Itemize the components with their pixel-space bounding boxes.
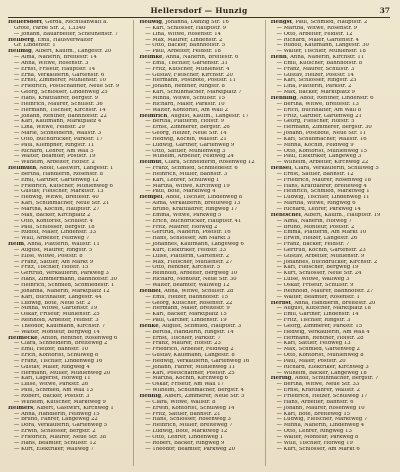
entry-details: — Paul, Schmied, Am Wall 13 (14, 388, 94, 394)
entry-details: — Lina, Plätterin, Parkstr. 2 (276, 84, 352, 90)
entry-surname: Hellwig (139, 20, 163, 25)
directory-entry: Henning, Adolf, Rentner, Lindenstr. 6 (270, 95, 374, 101)
entry-details: — Oskar, Friseur, Schulstr. 9 (276, 282, 354, 288)
entry-details: — Emma, Witwe, Parkweg 5 (145, 212, 222, 218)
directory-entry: Hellersdorf, Gerda, Rechtsanwalt a. (8, 20, 109, 25)
entry-details: — Heinrich, Schmied, Marktweg 1 (276, 189, 370, 195)
entry-details: — Otto, Kontorist, Mühlenweg 15 (276, 148, 367, 154)
entry-details: — Georg, Fleischer, Hofstr. 5 (276, 119, 355, 125)
entry-details: — Ernst, Zimmerer, Mühlenstr. 10 (14, 78, 106, 84)
entry-details: — Richard, Monteur, Neue Str. 30 (145, 277, 237, 283)
directory-entry (8, 447, 127, 453)
entry-details: — Georg, Schlosser, Lindenweg 25 (14, 90, 108, 96)
entry-details: Gerda, Rechtsanwalt a. (45, 20, 109, 25)
entry-details: — Willi, Tischler, Hofweg 19 (276, 440, 353, 446)
entry-details: — Martha, Köchin, Kirchweg 6 (145, 376, 229, 382)
entry-details: — Hans, Kraftfahrer, Bergstr. 9 (14, 95, 98, 101)
entry-details: — Wilhelm, Kutscher, Marktweg 9 (14, 399, 106, 405)
entry-details: — Luise, Witwe, Parkstr. 26 (14, 382, 89, 388)
entry-details: — Walter, Kontorist, Am Wall 2 (145, 107, 229, 113)
entry-details: — Bruno, Kraftfahrer, Ringweg 17 (145, 207, 238, 212)
entry-details: — Richard, Maler, Parkstr. 10 (145, 101, 225, 107)
directory-entry (271, 447, 390, 453)
column-3 (265, 20, 390, 466)
entry-details: — Fritz, Maurer, Hofweg 2 (145, 224, 218, 230)
entry-details: — Karl, Schuhmacher, Wallstr. 16 (276, 136, 367, 142)
entry-details: — Hedwig, Verkäuferin, Am Wall 4 (276, 329, 370, 335)
entry-details: — Fritz, Tischler, Ringstr. 3 (276, 318, 351, 324)
entry-details: — Otto, Lehrer, Ringweg 13 (276, 429, 352, 435)
directory-entry: Helmecke, Anton, Rentner, Rosenweg 6 (8, 335, 118, 341)
entry-surname: Hellberg (8, 37, 34, 43)
entry-details: — Georg, Kutscher, Rosenstr. 22 (145, 300, 233, 306)
entry-details: — Johanna, Näherin, Marktplatz 12 (14, 288, 110, 294)
entry-details: — Alma, Verkäuferin, Breiteweg 13 (145, 201, 241, 207)
entry-details: — Reinhold, Arbeiter, Feldstr. 3 (14, 318, 99, 324)
entry-details: — Paul, Elektriker, Langeweg 3 (276, 154, 362, 160)
entry-details: — Hermann, Maler, Breitestr. 9 (145, 306, 230, 312)
entry-details: — Bertha, Plätterin, Hofstr. 9 (145, 119, 225, 125)
entry-details: Clara, Verkäuferin, Schulweg 5 (294, 166, 379, 172)
entry-details: — Luise, Plätterin, Gartenstr. 2 (145, 253, 230, 259)
entry-details: — Erna, Verkäuferin, Gartenstr. 6 (14, 72, 105, 78)
directory-entry: Hempel, Adolf, Tischler, Lindenweg 8 (139, 195, 243, 201)
entry-details: — Hermann, Postbote, Poststr. 11 (145, 78, 236, 84)
entry-details: — Emil, Heizer, Bahnstr. 10 (14, 347, 89, 353)
entry-details: — Martha, Witwe, Ringweg 6 (276, 201, 356, 207)
entry-details: — Johannes, Kaufmann, Langeweg 6 (145, 242, 244, 248)
entry-details: — Walter, Beamter, Rosenstr. 1 (276, 294, 360, 300)
entry-details: — Paul, Gärtner, Lindenstr. 19 (145, 318, 227, 324)
column-1 (8, 20, 127, 466)
entry-details: — Otto, Kontorist, Schulstr. 4 (14, 218, 93, 224)
directory-columns (8, 20, 390, 466)
entry-details: — Heinrich, Müller, Bahnstr. 3 (145, 171, 228, 177)
entry-details: — Otto, Buchdrucker, Parkstr. 17 (14, 136, 103, 142)
directory-entry: Hellberg, Emil, Hausverwalter (8, 37, 93, 43)
entry-details: — Johann, Fahrer, Mühlenweg 11 (145, 364, 236, 370)
page-header (8, 4, 390, 18)
entry-details: — Hans, Kraftfahrer, Breiteweg 4 (276, 183, 367, 189)
entry-details: — Elise, Witwe, Poststr. 8 (14, 253, 83, 259)
entry-details: — Otto, Kontorist, Mühlenweg 8 (276, 353, 364, 359)
entry-details: Anna, Plätterin, Wallstr. 11 (27, 242, 100, 248)
directory-entry (139, 447, 258, 453)
entry-details: — Erwin, Kontorist, Schulweg 14 (145, 405, 235, 411)
directory-entry: Herbst, Anna, Händlerin, Breitestr. 20 (270, 300, 376, 306)
entry-details: — Gertrud, Verkäuferin, Parkweg 3 (14, 271, 109, 277)
entry-details: — Max, Maurer, Lindenstr. 2 (145, 37, 223, 43)
entry-details: — Friedrich, Postschaffner, Neue Str. 9 (14, 84, 120, 90)
entry-details: — Friedrich, Kutscher, Mühlenweg 6 (14, 183, 113, 189)
entry-details: — Anna, Witwe, Rosenstr. 3 (14, 60, 89, 66)
entry-surname: Herbst (270, 300, 291, 306)
entry-details: — Hans, Beamter, Schulstr. 12 (14, 440, 97, 446)
entry-details: Anna, Näherin, Kirchstr. 11 (290, 55, 365, 61)
entry-details: — Erich, Buchhalter, Am Wall 8 (276, 107, 362, 113)
entry-details: — Karl, Lagerist, Hofweg 11 (14, 376, 91, 382)
entry-details: — Clara, Schneiderin, Breiteweg 2 (14, 341, 108, 347)
entry-details: — Karl, Fleischer, Bergweg 19 (276, 265, 359, 271)
directory-entry: Hentschel, Albert, Kaufm., Hauptstr. 19 (270, 212, 381, 218)
entry-details: — Heinrich, Schmied, Schmiedestr. 1 (14, 282, 115, 288)
entry-details: — Friedrich, Maurer, Neue Str. 38 (14, 434, 107, 440)
entry-details: — Hermann, Tischler, Kirchstr. 14 (14, 107, 106, 113)
entry-details: — Kurt, Elektriker, Wallweg 7 (14, 446, 94, 452)
entry-details: — Reinhold, Arbeiter, Bergweg 10 (145, 271, 238, 277)
entry-details: — Wilhelm, Schuhmacher, Bergstr. 4 (145, 388, 245, 394)
entry-details: — Hermann, Müller, Mühlenweg 20 (14, 370, 111, 376)
entry-details: — Richard, Maler, Gartenstr. 4 (276, 37, 360, 43)
entry-details: — Johann, Rentner, Bahnhofstr. 22 (14, 113, 107, 119)
entry-details: — Anna, Händlerin, Feldweg 15 (14, 411, 100, 417)
entry-details: — Hermann, Rentner, Hofstr. 28 (276, 335, 364, 341)
entry-details: — Walter, Monteur, Bergweg 14 (14, 329, 100, 335)
entry-details: — Ludwig, Bote, Marktweg 12 (145, 429, 228, 435)
entry-details: — Georg, Heizer, Neue Str. 14 (145, 131, 227, 137)
entry-details: — Otto, Lehrer, Lindenweg 1 (145, 434, 224, 440)
entry-details: — Emil, Gärtner, Lindenstr. 14 (276, 312, 359, 318)
entry-details: — Kurt, Schlosser, Am Markt 6 (276, 446, 360, 452)
directory-entry: Helmke, Anna, Näherin, Breitestr. 6 (139, 55, 239, 61)
entry-details: Paul, Schmied, Hauptstr. 2 (295, 20, 368, 25)
entry-details: — Otto, Rentner, Kirchstr. 5 (145, 265, 221, 271)
entry-details: — Friedrich, Heizer, Schulweg 17 (276, 394, 368, 399)
entry-details: — Fritz, Tischler, Hofstr. 15 (14, 265, 89, 271)
entry-details: — Kurt, Schlosser, Neue Str. 24 (276, 271, 362, 277)
entry-details: — Fritz, Sattler, Bahnstr. 21 (145, 411, 221, 417)
entry-details: — Gustav, Kaufmann, Langestr. 8 (145, 353, 235, 359)
directory-entry: Hellmig, Albert, Kaufm., Langestr. 20 (8, 49, 112, 55)
entry-details: — Ernst, Friseur, Hauptstr. 14 (14, 66, 96, 72)
entry-details: — Bertha, Händlerin, Ringstr. 14 (145, 329, 234, 335)
entry-details: Emil, Hausverwalter (37, 37, 93, 43)
entry-details: — Hans, Schlosser, Rosenweg 3 (145, 417, 231, 423)
entry-details: — Gustav, Fleischer, Kirchstr. 20 (145, 72, 233, 78)
entry-details: — Walter, Beamter, Poststr. 19 (14, 154, 96, 160)
entry-details: Anna, Witwe, Schulstr. 28 (164, 288, 234, 294)
entry-details: — Paul, Klempner, Ringstr. 11 (14, 142, 95, 148)
entry-details: — Otto, Sattler, Mühlenweg 3 (145, 148, 226, 154)
entry-details: — Theodor, Beamter, Parkweg 20 (145, 446, 235, 452)
entry-details: — Ludwig, Bote, Neue Str. 2 (14, 300, 91, 306)
entry-details: — Karl, Lehrer, Schulweg 1 (145, 177, 220, 183)
entry-details: — Minna, Witwe, Schulstr. 15 (145, 95, 226, 101)
entry-details: — Franz, Bäcker, Feldstr. 7 (276, 242, 350, 248)
entry-details: — Hedwig, Köchin, Wallstr. 21 (145, 136, 227, 142)
directory-entry: Henn, Anna, Näherin, Kirchstr. 11 (270, 55, 365, 61)
entry-details: — Richard, Lehrer, Am Wall 5 (14, 148, 94, 154)
entry-details: — Erwin, Heizer, Langestr. 26 (276, 236, 358, 242)
entry-details: — Emil, Gärtner, Gartenweg 12 (14, 177, 99, 183)
entry-details: — Franz, Maurer, Schulstr. 3 (276, 66, 355, 72)
entry-details: — Otto, Arbeiter, Feldstr. 12 (276, 31, 353, 37)
column-2 (133, 20, 258, 466)
entry-details: — Johann, Rentner, Ringstr. 8 (145, 84, 225, 90)
entry-details: — Heinrich, Maurer, Schulstr. 36 (14, 101, 103, 107)
entry-surname: Hempel (139, 195, 163, 201)
entry-details: — Ernst, Tischler, Parkstr. 7 (145, 335, 221, 341)
entry-details: — Richard, Elektriker, Kirchweg 3 (276, 364, 369, 370)
entry-details: — Paul, Bote, Marktweg 4 (145, 189, 216, 195)
entry-details: Gr. Lindenstr. 1 (14, 43, 56, 49)
entry-details: Albert, Kaufm., Langestr. 20 (35, 49, 112, 55)
entry-details: Adolf, Rentner, Lindenstr. 6 (299, 95, 374, 101)
entry-details: — Marie, Schneiderin, Wallstr. 3 (14, 131, 102, 137)
entry-details: — Bruno, Fahrer, Langeweg 22 (14, 417, 98, 423)
entry-details: — Max, Schmied, Gartenweg 2 (276, 347, 360, 353)
entry-surname: Hensel (270, 166, 292, 172)
entry-details: — Clara, Witwe, Wallstr. 8 (145, 399, 216, 405)
entry-details: — Kurt, Elektriker, Feldstr. 33 (145, 247, 227, 253)
entry-details: — Karl, Bäcker, Marktplatz 15 (145, 312, 227, 318)
entry-details: — Walter, Monteur, Parkweg 8 (276, 434, 359, 440)
entry-details: — Gustav, Heizer, Poststr. 14 (276, 72, 354, 78)
entry-details: — Oskar, Friseur, Mühlenstr. 25 (14, 312, 100, 318)
entry-details: — August, Maurer, Ringstr. 5 (14, 247, 93, 253)
entry-surname: Helmers (8, 405, 34, 411)
entry-details: — Ernst, Zimmerer, Bergstr. 26 (145, 125, 230, 131)
entry-surname: Helm (8, 242, 24, 248)
entry-details: — Johann, Maurer, Rosenweg 10 (276, 405, 365, 411)
directory-entry: Helmers, Albert, Gastwirt, Kirchweg 1 (8, 405, 114, 411)
entry-surname: Hellersdorf (8, 20, 42, 25)
entry-details: — Johannes, Buchdrucker, Kirchstr. 2 (276, 259, 378, 265)
entry-details: — Rudolf, Kaufmann, Langestr. 30 (276, 43, 369, 49)
entry-details: — Ludwig, Gärtner, Gartenweg 9 (145, 142, 235, 148)
directory-entry: Hellwig, Johanna, Danzig Str. 16 (139, 20, 229, 25)
entry-details: — Friedrich, Maurer, Rosenweg 18 (276, 177, 371, 183)
entry-details: Adolf, Gastwirt, Langestr. 1 (39, 166, 114, 172)
entry-details: — Emil, Kutscher, Bahnhofstr. 8 (276, 60, 363, 66)
entry-details: — Martha, Köchin, Hauptstr. 27 (14, 207, 100, 212)
entry-details: — Gertrud, Näherin, Poststr. 16 (145, 230, 231, 236)
entry-details: — Karl, Schlosser, Hauptstr. 9 (145, 25, 227, 31)
entry-surname: Helmecke (8, 335, 38, 341)
entry-details: — Karl, Schlosser, Ringstr. 25 (276, 78, 357, 84)
entry-surname: Helmrich (139, 113, 168, 119)
entry-details: — Reinhold, Maurer, Bahnhofstr. 27 (276, 288, 374, 294)
entry-details: — Robert, Bäcker, Ringweg 9 (145, 440, 225, 446)
entry-details: — Karl, Postschaffner, Poststr. 25 (145, 370, 235, 376)
entry-details: — Fritz, Gärtner, Gartenweg 21 (276, 113, 362, 119)
entry-details: — Paul, Arbeiter, Feldstr. 18 (145, 49, 221, 55)
entry-details: — Minna, Witwe, Gartenstr. 19 (14, 306, 98, 312)
entry-details: — Martha, Witwe, Kirchweg 19 (145, 183, 230, 189)
entry-details: — Karl, Bote, Breiteweg 15 (276, 411, 351, 417)
entry-details: Albert, Kaufm., Hauptstr. 19 (304, 212, 381, 218)
entry-details: — August, Kutscher, Marktplatz 18 (276, 306, 371, 312)
entry-details: — Richard, Lehrer, Parkweg 14 (276, 207, 361, 212)
page-number: 37 (379, 6, 390, 15)
entry-details: — Rudolf, Maler, Lindenstr. 33 (14, 230, 96, 236)
entry-details: — Ernst, Kraftfahrer, Wallstr. 2 (276, 388, 360, 394)
directory-entry: Hendel, Anna, Witwe, Schulstr. 28 (139, 288, 234, 294)
directory-entry: Hellmuth, Adolf, Gastwirt, Langestr. 1 (8, 166, 114, 172)
entry-surname: Hering (270, 376, 292, 382)
entry-details: — Alma, Näherin, Breitestr. 14 (14, 55, 97, 61)
entry-details: Clara, Schneiderin, Rosenweg 12 (165, 160, 255, 166)
entry-details: August, Kaufm., Langestr. 17 (170, 113, 249, 119)
entry-details: — Erwin, Schlosser, Bergstr. 2 (14, 429, 96, 435)
entry-details: — Walter, Tischler, Mühlenstr. 18 (276, 49, 366, 55)
entry-surname: Hennig (139, 394, 162, 399)
entry-details: — Luise, Witwe, Wallweg 3 (276, 277, 350, 283)
directory-entry: Hensel, Clara, Verkäuferin, Schulweg 5 (270, 166, 379, 172)
entry-surname: Hellmuth (8, 166, 37, 172)
entry-surname: Hengst (270, 20, 293, 25)
entry-details: — Hermann, Zimmerer, Bergstr. 30 (276, 125, 372, 131)
entry-details: — Max, Bäcker, Kirchplatz 2 (14, 212, 91, 218)
directory-entry: Helmut, Clara, Schneiderin, Rosenweg 12 (139, 160, 255, 166)
entry-details: — Robert, Bäcker, Poststr. 3 (14, 394, 90, 399)
entry-details: — Fritz, Kutscher, Mühlenstr. 4 (145, 66, 230, 72)
entry-details: — Gertrud, Köchin, Gartenstr. 23 (276, 247, 366, 253)
entry-details: — Ludwig, Tischler, Lindenweg 11 (276, 195, 370, 201)
entry-details: — Emil, Tischler, Gartenstr. 31 (145, 60, 228, 66)
entry-details: — Karl, Kaufmann, Marktplatz 4 (14, 119, 102, 125)
entry-details: — Wilhelm, Arbeiter, Feldweg 24 (145, 154, 234, 160)
entry-details: — Bertha, Händlerin, Rosenstr. 8 (14, 171, 103, 177)
entry-details: — Bruno, Monteur, Poststr. 2 (276, 224, 355, 230)
directory-entry: Helm, Anna, Plätterin, Wallstr. 11 (8, 242, 100, 248)
entry-surname: Hellmig (8, 49, 32, 55)
entry-details: — Franz, Tischler, Lindenweg 16 (14, 358, 103, 364)
entry-details: — Lina, Witwe, Feldstr. 29 (14, 125, 85, 131)
entry-details: — Gustav, Maler, Ringweg 4 (14, 364, 90, 370)
entry-details: — Erich, Buchdrucker, Hauptstr. 41 (145, 218, 242, 224)
entry-details: — Paul, Schlosser, Bergstr. 18 (14, 224, 95, 230)
entry-details: — Gustav, Arbeiter, Mühlenstr. 9 (276, 253, 365, 259)
entry-details: Johanna, Danzig Str. 16 (165, 20, 229, 25)
entry-details: — Johann, Postbote, Neue Str. 11 (276, 131, 367, 137)
header-title: Hellersdorf — Hunzig (150, 6, 248, 15)
entry-details: — Erich, Kontorist, Schulweg 8 (14, 353, 99, 359)
entry-details: — Max, Fleischer, Mühlenstr. 27 (145, 259, 233, 265)
entry-details: — Hedwig, Verkäuferin, Gartenweg 16 (145, 358, 250, 364)
entry-details: — Bertha, Witwe, Neue Str. 33 (276, 382, 360, 388)
entry-details: Adolf, Schuhmacher, Bergstr. 7 (294, 376, 379, 382)
entry-details: Albert, Gastwirt, Kirchweg 1 (36, 405, 114, 411)
entry-details: — Max, Bäcker, Marktplatz 9 (276, 90, 355, 96)
directory-entry: Henke, August, Schmied, Hauptstr. 3 (139, 323, 242, 329)
entry-details: Anton, Rentner, Rosenweg 6 (41, 335, 118, 341)
directory-entry: Hering, Adolf, Schuhmacher, Bergstr. 7 (270, 376, 379, 382)
entry-details: — Lina, Witwe, Rosenstr. 14 (145, 31, 222, 37)
entry-details: August, Schmied, Hauptstr. 3 (161, 323, 242, 329)
entry-details: — Martha, Witwe, Rosenstr. 9 (276, 25, 358, 31)
entry-details: — Gustav, Fleischer, Marktstr. 13 (14, 189, 104, 195)
entry-details: — Emma, Plätterin, Am Markt 10 (276, 230, 367, 236)
entry-details: — Alma, Näherin, Hofweg 7 (276, 218, 352, 224)
entry-surname: Helmke (139, 55, 163, 61)
entry-details: — Franz, Schmied, Schmiedestr. 6 (145, 166, 238, 172)
directory-entry: Helmrich, August, Kaufm., Langestr. 17 (139, 113, 249, 119)
entry-details: — Paul, Maler, Poststr. 20 (276, 358, 346, 364)
entry-details: — Karl, Buchhalter, Langestr. 44 (14, 294, 102, 300)
entry-details: — Dora, Verkäuferin, Gartenweg 5 (14, 423, 108, 429)
entry-details: — Karl, Schuhmacher, Marktplatz 7 (145, 90, 242, 96)
entry-details: — Emil, Heizer, Bahnhofstr. 15 (145, 294, 228, 300)
entry-details: Anna, Händlerin, Breitestr. 20 (294, 300, 376, 306)
entry-surname: Henning (270, 95, 297, 101)
entry-details: — Franz, Maurer, Hofstr. 23 (145, 341, 221, 347)
entry-details: Grote, Farbe Str. 2, T.3340 (14, 25, 86, 31)
entry-details: — Wilhelm, Bäcker, Langeweg 18 (276, 370, 367, 376)
entry-surname: Hentschel (270, 212, 301, 218)
entry-surname: Henke (139, 323, 159, 329)
header-rule (8, 17, 390, 18)
entry-details: — Wilhelm, Arbeiter, Hofstr. 2 (14, 160, 95, 166)
entry-surname: Helmut (139, 160, 162, 166)
entry-details: Albert, Zimmerer, Neue Str. 5 (164, 394, 245, 399)
entry-surname: Hendel (139, 288, 161, 294)
entry-details: — Hedwig, Witwe, Breitestr. 40 (14, 195, 99, 201)
entry-details: — Hans, Arbeiter, Bahnstr. 6 (276, 399, 354, 405)
entry-details: — Theodor, Kaufmann, Kirchstr. 7 (14, 323, 106, 329)
entry-details: — Walter, Beamter, Wallweg 12 (145, 282, 230, 288)
entry-details: — Hans, Schlosser, Am Markt 3 (145, 236, 231, 242)
entry-details: — Otto, Bäcker, Bahnhofstr. 5 (145, 43, 226, 49)
entry-details: — Minna, Köchin, Feldweg 9 (276, 142, 354, 148)
entry-details: — Friedrich, Arbeiter, Feldweg 2 (145, 347, 234, 353)
entry-surname: Henn (270, 55, 287, 61)
entry-details: — Johann, Bauarbeiter, Scheunenstr. 7 (14, 31, 119, 37)
entry-details: — Wilhelm, Arbeiter, Kirchweg 22 (276, 160, 369, 166)
entry-details: — Georg, Zimmerer, Parkstr. 15 (276, 323, 363, 329)
entry-details: — Bertha, Witwe, Breitestr. 13 (276, 101, 359, 107)
entry-details: — Oskar, Friseur, Am Wall 17 (145, 382, 225, 388)
directory-entry: Hengst, Paul, Schmied, Hauptstr. 2 (270, 20, 368, 25)
directory-entry: Hennig, Albert, Zimmerer, Neue Str. 5 (139, 394, 245, 399)
entry-details: — Minna, Näherin, Lindenweg 4 (276, 423, 365, 429)
entry-details: — Heinrich, Müller, Breiteweg 7 (145, 423, 233, 429)
entry-details: — Franz, Sattler, Am Markt 9 (14, 259, 94, 265)
entry-details: — Ludwig, Fleischer, Marktweg 7 (276, 417, 368, 423)
entry-details: — Ernst, Sattler, Bahnstr. 12 (276, 171, 354, 177)
entry-details: Anna, Näherin, Breitestr. 6 (165, 55, 239, 61)
entry-details: — Karl, Sattler, Feldweg 13 (276, 341, 351, 347)
entry-details: — Hans, Zimmermann, Bahnhofstr. 30 (14, 277, 118, 283)
entry-details: — Karl, Schuhmacher, Neue Str. 21 (14, 201, 110, 207)
entry-details: Adolf, Tischler, Lindenweg 8 (165, 195, 243, 201)
entry-details: — Willi, Arbeiter, Feldweg 7 (14, 236, 90, 242)
